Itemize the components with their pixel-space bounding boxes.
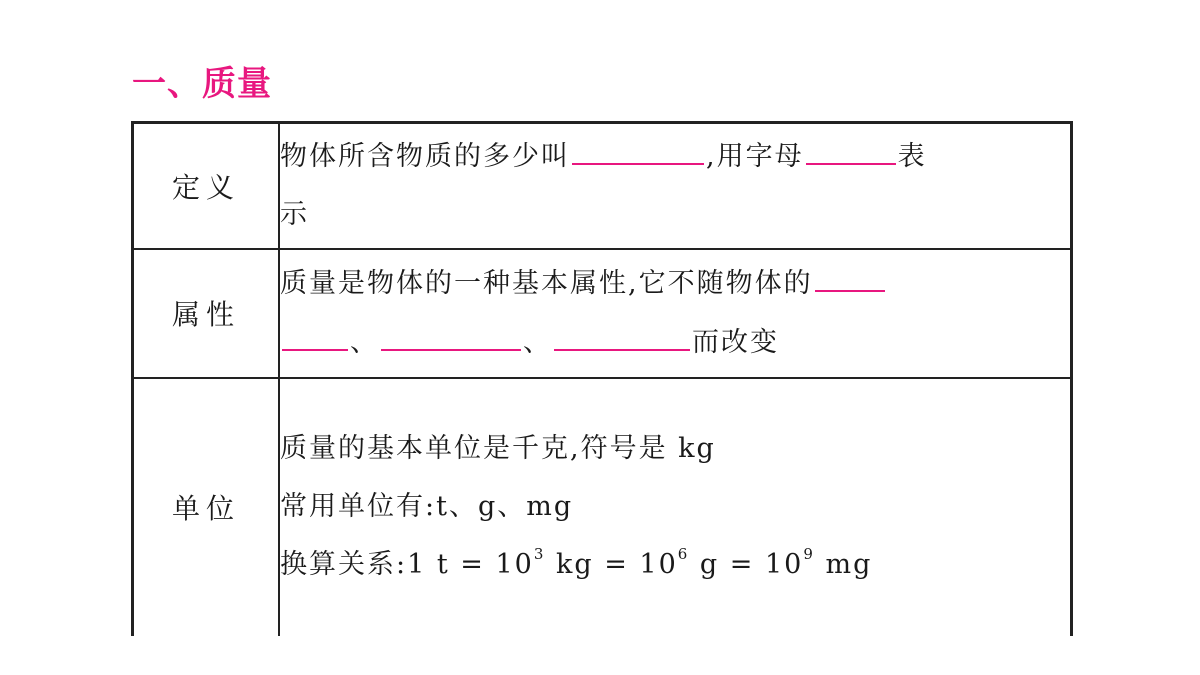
blank-property-2[interactable] (381, 313, 521, 351)
blank-property-1[interactable] (815, 254, 885, 292)
definition-content (279, 123, 1072, 249)
blank-mass-symbol[interactable] (806, 127, 896, 165)
table-row (133, 123, 1072, 249)
conversion-prefix: 换算关系:1 t = 10 (280, 549, 534, 580)
unit-content (279, 378, 1072, 636)
definition-text-4: 示 (280, 199, 309, 231)
property-sep-1: 、 (350, 327, 379, 358)
property-text-2: 而改变 (692, 327, 779, 358)
definition-text-2: ,用字母 (706, 141, 804, 173)
exponent-9: 9 (803, 545, 815, 563)
unit-line-2: 常用单位有:t、g、mg (280, 491, 574, 522)
unit-line-1: 质量的基本单位是千克,符号是 kg (280, 433, 716, 464)
table-row (133, 249, 1072, 378)
blank-property-3[interactable] (554, 313, 690, 351)
blank-property-1-cont[interactable] (282, 313, 348, 351)
definition-text-3: 表 (897, 141, 927, 173)
exponent-3: 3 (533, 545, 546, 563)
property-text: 质量是物体的一种基本属性,它不随物体的 (280, 268, 813, 299)
conversion-mid-1: kg = 10 (545, 549, 678, 580)
section-heading: 一、质量 (132, 64, 272, 104)
mass-table (131, 121, 1073, 636)
row-label-definition: 定义 (133, 123, 280, 249)
conversion-suffix: mg (814, 549, 873, 580)
row-label-property: 属性 (133, 249, 280, 378)
table-row (133, 378, 1072, 636)
property-sep-2: 、 (523, 327, 552, 358)
blank-mass-name[interactable] (572, 127, 704, 165)
exponent-6: 6 (677, 545, 690, 563)
unit-line-3 (280, 545, 873, 580)
definition-text: 物体所含物质的多少叫 (280, 141, 570, 173)
conversion-mid-2: g = 10 (689, 549, 804, 580)
property-content (279, 249, 1072, 378)
row-label-unit: 单位 (133, 378, 280, 636)
